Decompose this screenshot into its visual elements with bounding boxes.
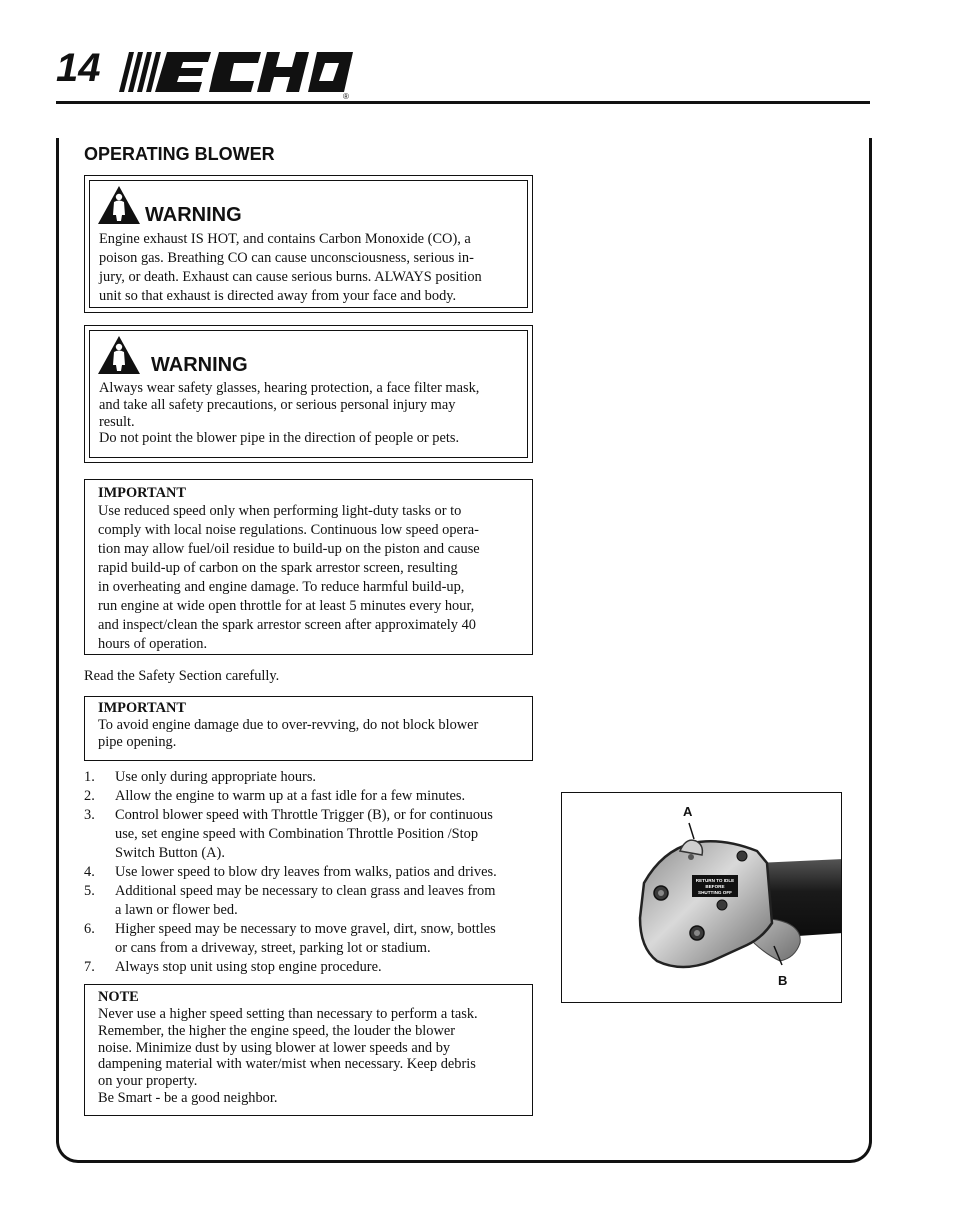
figure-label-b: B (778, 973, 788, 988)
svg-text:SHUTTING OFF: SHUTTING OFF (698, 890, 732, 895)
page-number: 14 (56, 46, 101, 90)
important-text: Use reduced speed only when performing light-duty tasks or to comply with local noise regulations. Continuous low speed opera- tion may allow fuel/oil residue to build-up on the piston and cause rapid build-up of carbon on the spark arrestor screen, resulting in overheating and engine damage. To reduce harmful build-up, run engine at wide open throttle for at least 5 minutes every hour, and inspect/clean the spark arrestor screen after approximately 40 hours of operation. (98, 503, 480, 652)
list-item: 5. Additional speed may be necessary to clean grass and leaves from a lawn or flower bed. (84, 883, 496, 918)
registered-mark: ® (343, 92, 349, 100)
important-text: To avoid engine damage due to over-revving, do not block blower pipe opening. (98, 717, 479, 750)
list-item: 2. Allow the engine to warm up at a fast idle for a few minutes. (84, 788, 466, 804)
warning-text: Always wear safety glasses, hearing protection, a face filter mask, and take all safety precautions, or serious personal injury may result. Do not point the blower pipe in the direction of people or pets. (99, 380, 480, 447)
echo-logo (115, 44, 357, 100)
important-label: IMPORTANT (98, 485, 186, 501)
warning-person-icon (97, 185, 141, 225)
list-item: 6. Higher speed may be necessary to move gravel, dirt, snow, bottles or cans from a driveway, street, parking lot or stadium. (84, 921, 496, 956)
important-label: IMPORTANT (98, 700, 186, 716)
note-text: Never use a higher speed setting than necessary to perform a task. Remember, the higher the engine speed, the louder the blower noise. Minimize dust by using blower at lower speeds and by dampening material with water/mist when necessary. Keep debris on your property. Be Smart - be a good neighbor. (98, 1006, 478, 1106)
svg-text:BEFORE: BEFORE (705, 884, 725, 889)
warning-person-icon (97, 335, 141, 375)
warning-box-safety (84, 325, 533, 463)
warning-title: WARNING (145, 204, 242, 226)
important-box-over-revving (84, 696, 533, 761)
warning-text: Engine exhaust IS HOT, and contains Carbon Monoxide (CO), a poison gas. Breathing CO can cause unconsciousness, serious in- jury, or death. Exhaust can cause serious burns. ALWAYS position unit so that exhaust is directed away from your face and body. (99, 231, 482, 304)
read-safety-text: Read the Safety Section carefully. (84, 668, 280, 684)
warning-title: WARNING (151, 354, 248, 376)
throttle-handle-illustration (562, 793, 842, 1003)
warning-box-exhaust (84, 175, 533, 313)
header-rule (56, 101, 870, 104)
list-item: 4. Use lower speed to blow dry leaves from walks, patios and drives. (84, 864, 497, 880)
figure-label-a: A (683, 804, 693, 819)
note-box (84, 984, 533, 1116)
important-box-reduced-speed (84, 479, 533, 655)
section-title: OPERATING BLOWER (84, 144, 275, 164)
note-label: NOTE (98, 989, 139, 1005)
list-item: 1. Use only during appropriate hours. (84, 769, 317, 785)
list-item: 7. Always stop unit using stop engine procedure. (84, 959, 382, 975)
svg-text:RETURN TO IDLE: RETURN TO IDLE (695, 878, 735, 883)
throttle-handle-figure (561, 792, 842, 1003)
list-item: 3. Control blower speed with Throttle Trigger (B), or for continuous use, set engine speed with Combination Throttle Position /Stop Switch Button (A). (84, 807, 493, 861)
operating-steps-list (84, 768, 532, 977)
